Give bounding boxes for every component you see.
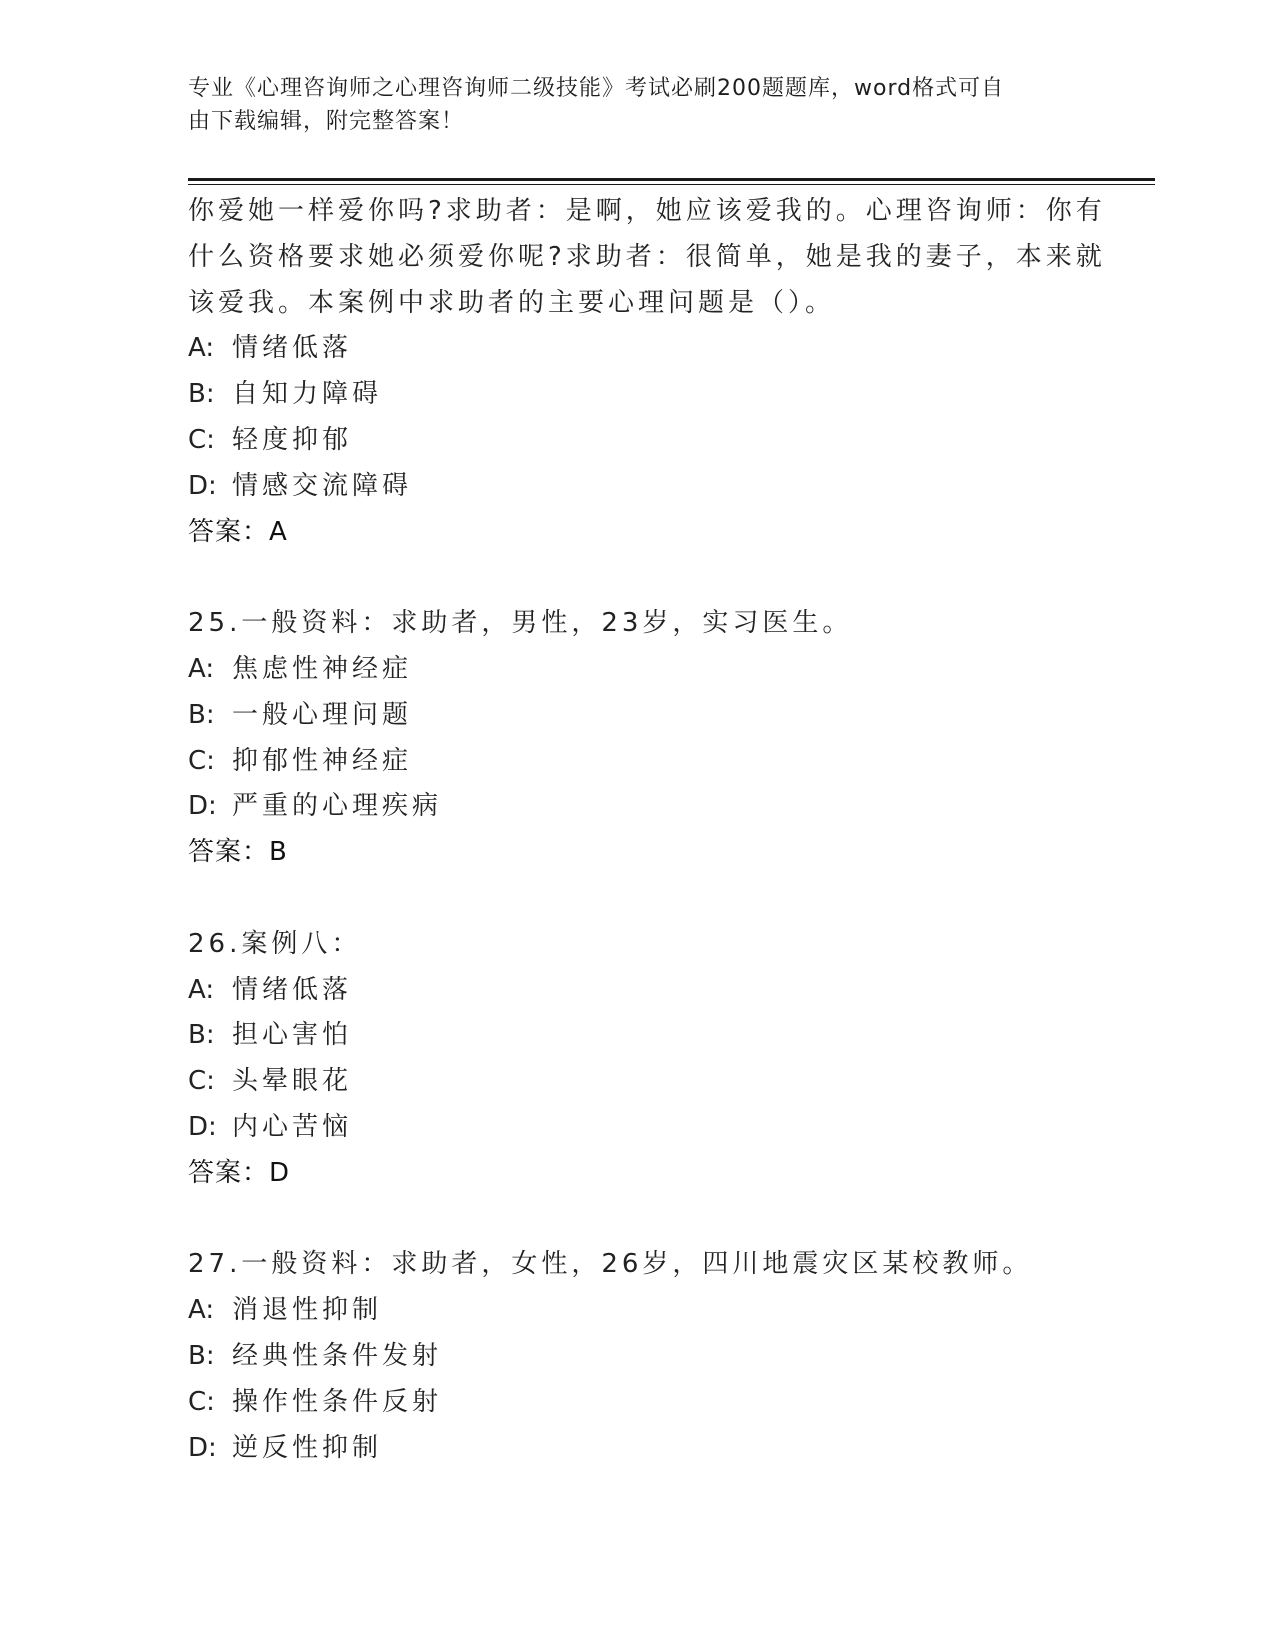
option-d — [188, 464, 1108, 510]
document-header — [188, 72, 1068, 138]
question-24-continued — [188, 189, 1108, 555]
option-text: 自知力障碍 — [232, 379, 383, 410]
question-stem: 25.一般资料：求助者，男性，23岁，实习医生。 — [188, 608, 853, 639]
option-letter: C: — [188, 1066, 215, 1097]
header-line-1: 专业《心理咨询师之心理咨询师二级技能》考试必刷200题题库，word格式可自 — [188, 76, 1005, 101]
option-a — [188, 968, 1108, 1014]
spacer — [188, 876, 1108, 922]
question-list — [188, 189, 1108, 1471]
question-25 — [188, 601, 1108, 876]
option-c — [188, 739, 1108, 785]
option-letter: D: — [188, 470, 217, 501]
question-26 — [188, 922, 1108, 1197]
option-letter: A: — [188, 1295, 215, 1326]
option-letter: B: — [188, 699, 215, 730]
option-letter: A: — [188, 333, 215, 364]
answer-line: 答案：A — [188, 516, 288, 547]
option-letter: D: — [188, 791, 217, 822]
question-27 — [188, 1242, 1108, 1471]
answer-line: 答案：B — [188, 837, 288, 868]
option-text: 消退性抑制 — [232, 1295, 383, 1326]
option-letter: B: — [188, 1020, 215, 1051]
option-letter: A: — [188, 974, 215, 1005]
option-text: 一般心理问题 — [232, 699, 413, 730]
question-stem-line: 该爱我。本案例中求助者的主要心理问题是（）。 — [188, 287, 836, 318]
option-text: 情绪低落 — [232, 333, 353, 364]
option-d — [188, 1426, 1108, 1472]
option-text: 情绪低落 — [232, 974, 353, 1005]
option-text: 经典性条件发射 — [232, 1340, 443, 1371]
option-letter: C: — [188, 745, 215, 776]
question-stem: 26.案例八： — [188, 928, 362, 959]
option-b — [188, 693, 1108, 739]
question-stem-line: 你爱她一样爱你吗?求助者：是啊，她应该爱我的。心理咨询师：你有 — [188, 196, 1106, 226]
option-letter: B: — [188, 379, 215, 410]
option-text: 轻度抑郁 — [232, 424, 353, 455]
option-letter: D: — [188, 1432, 217, 1463]
header-line-2: 由下载编辑，附完整答案！ — [188, 109, 465, 134]
option-a — [188, 326, 1108, 372]
option-letter: C: — [188, 1386, 215, 1417]
option-c — [188, 418, 1108, 464]
option-a — [188, 1288, 1108, 1334]
option-text: 内心苦恼 — [232, 1111, 353, 1142]
option-letter: C: — [188, 424, 215, 455]
option-a — [188, 647, 1108, 693]
option-text: 头晕眼花 — [232, 1066, 353, 1097]
option-d — [188, 1105, 1108, 1151]
option-c — [188, 1059, 1108, 1105]
spacer — [188, 555, 1108, 601]
option-letter: B: — [188, 1340, 215, 1371]
question-stem-line: 什么资格要求她必须爱你呢?求助者：很简单，她是我的妻子，本来就 — [188, 241, 1106, 272]
option-b — [188, 1013, 1108, 1059]
option-text: 严重的心理疾病 — [232, 791, 443, 822]
header-divider-thin — [188, 184, 1155, 185]
question-stem: 27.一般资料：求助者，女性，26岁，四川地震灾区某校教师。 — [188, 1249, 1033, 1280]
option-letter: D: — [188, 1111, 217, 1142]
option-text: 焦虑性神经症 — [232, 653, 413, 684]
option-text: 抑郁性神经症 — [232, 745, 413, 776]
option-b — [188, 1334, 1108, 1380]
option-text: 操作性条件反射 — [232, 1386, 443, 1417]
header-divider-thick — [188, 178, 1155, 181]
option-c — [188, 1380, 1108, 1426]
option-letter: A: — [188, 653, 215, 684]
option-text: 担心害怕 — [232, 1020, 353, 1051]
option-b — [188, 372, 1108, 418]
spacer — [188, 1197, 1108, 1243]
option-text: 情感交流障碍 — [232, 470, 413, 501]
option-text: 逆反性抑制 — [232, 1432, 383, 1463]
option-d — [188, 784, 1108, 830]
answer-line: 答案：D — [188, 1157, 291, 1188]
